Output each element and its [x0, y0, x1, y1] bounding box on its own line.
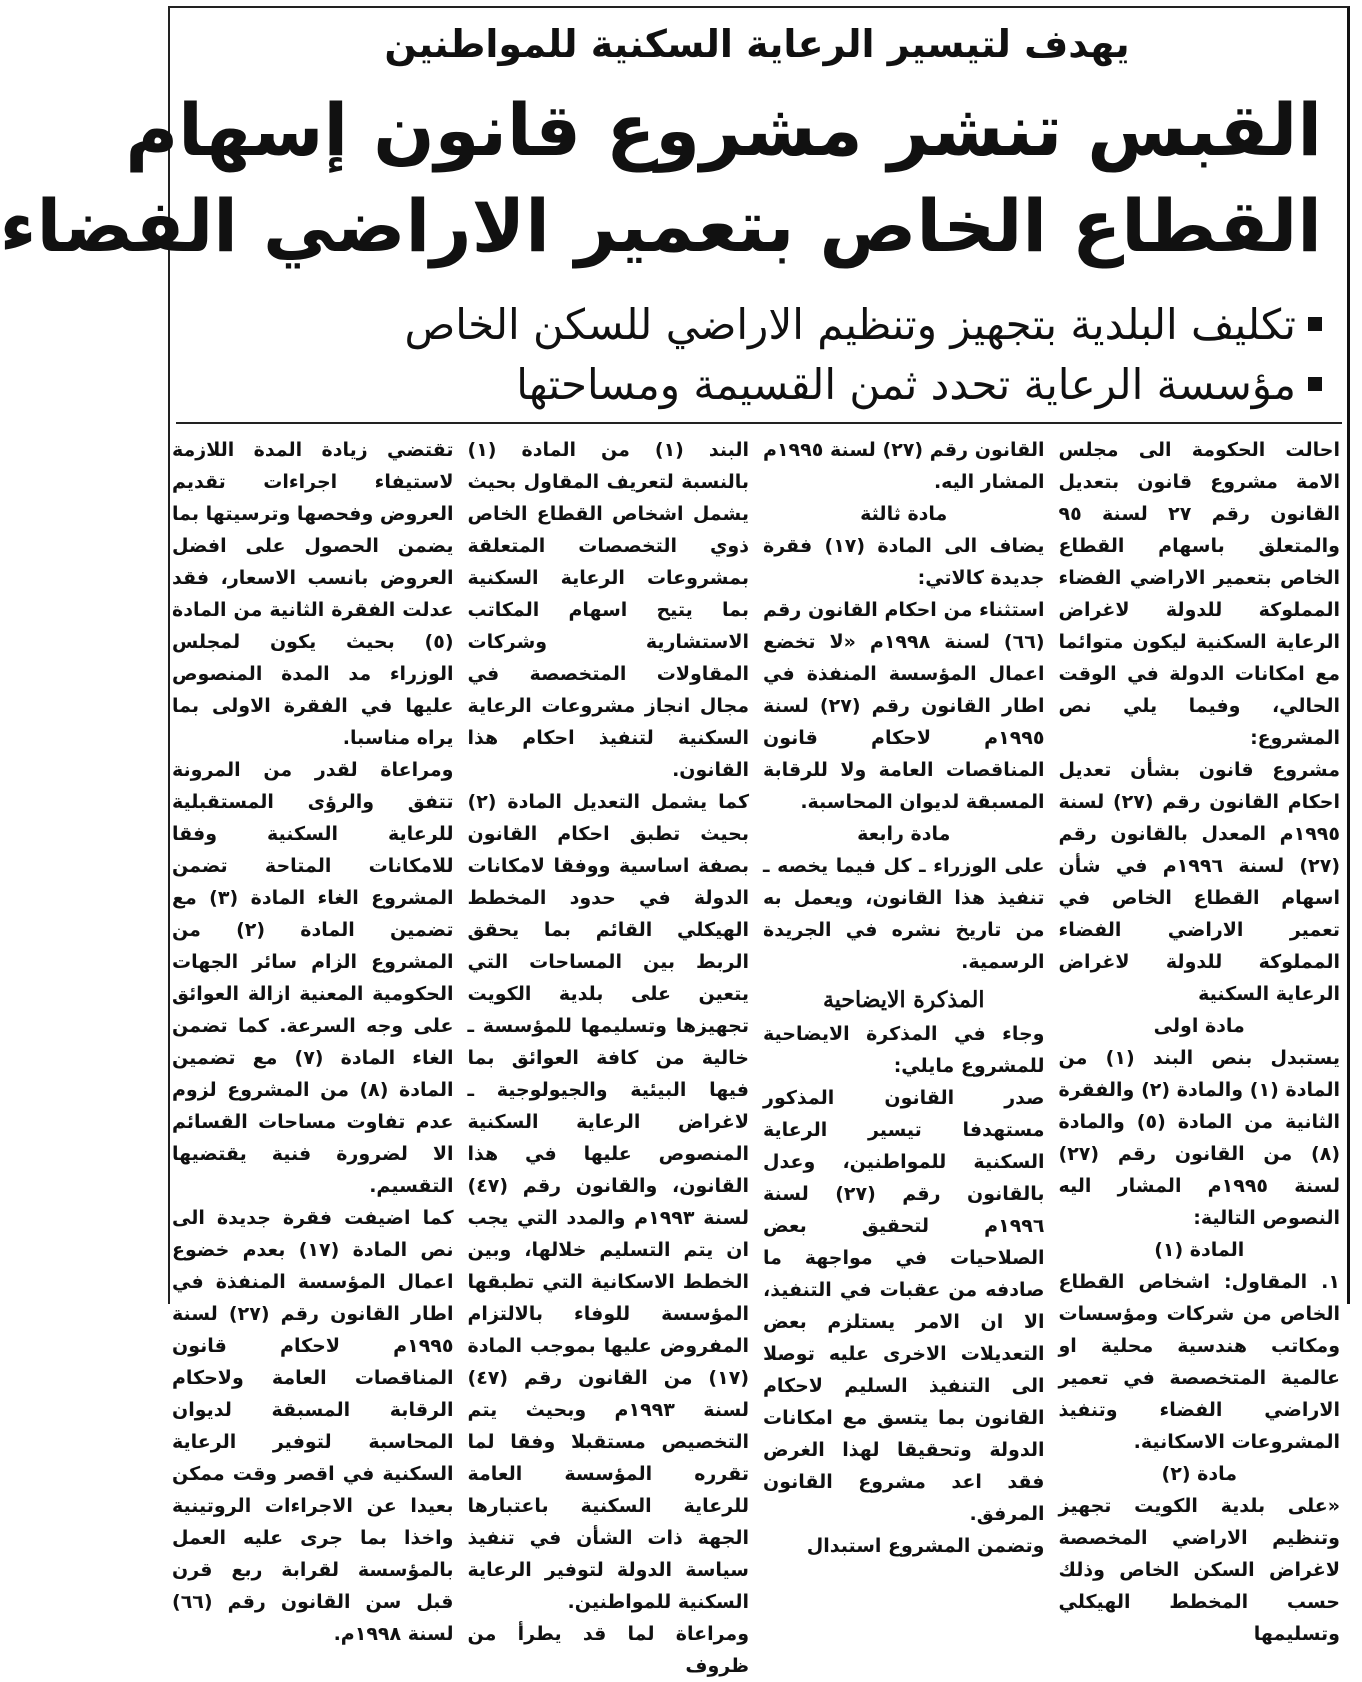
column-3	[467, 434, 750, 1677]
paragraph: تقتضي زيادة المدة اللازمة لاستيفاء اجراءات تقديم العروض وفحصها وترسيتها بما يضمن الحصول على افضل العروض بانسب الاسعار، فقد عدلت الفقرة الثانية من المادة (٥) بحيث يكون لمجلس الوزراء مد المدة المنصوص عليها في الفقرة الاولى بما يراه مناسبا.	[172, 439, 454, 749]
paragraph: وجاء في المذكرة الايضاحية للمشروع مايلي:	[763, 1023, 1045, 1077]
article-columns	[172, 434, 1341, 1677]
square-bullet-icon	[1308, 317, 1322, 331]
paragraph: احالت الحكومة الى مجلس الامة مشروع قانون بتعديل القانون رقم ٢٧ لسنة ٩٥ والمتعلق باسهام القطاع الخاص بتعمير الاراضي الفضاء المملوكة للدولة لاغراض الرعاية السكنية ليكون متوائما مع امكانات الدولة في الوقت الحالي، وفيما يلي نص المشروع:	[1058, 439, 1340, 749]
paragraph: مشروع قانون بشأن تعديل احكام القانون رقم (٢٧) لسنة ١٩٩٥م المعدل بالقانون رقم (٢٧) لسنة ١٩٩٦م في شأن اسهام القطاع الخاص في تعمير الاراضي الفضاء المملوكة للدولة لاغراض الرعاية السكنية	[1058, 759, 1341, 1005]
paragraph: مادة اولى	[1153, 1015, 1245, 1037]
divider	[176, 422, 1342, 424]
subhead-1-text: تكليف البلدية بتجهيز وتنظيم الاراضي للسكن الخاص	[404, 299, 1296, 349]
paragraph: ١. المقاول: اشخاص القطاع الخاص من شركات ومؤسسات ومكاتب هندسية محلية او عالمية المتخصصة في تعمير الاراضي الفضاء وتنفيذ المشروعات الاسكانية.	[1058, 1271, 1340, 1453]
subhead-1	[190, 296, 1322, 352]
column-4	[172, 434, 454, 1645]
paragraph: يضاف الى المادة (١٧) فقرة جديدة كالاتي:	[763, 535, 1045, 589]
paragraph: يستبدل بنص البند (١) من المادة (١) والمادة (٢) والفقرة الثانية من المادة (٥) والمادة (٨) من القانون رقم (٢٧) لسنة ١٩٩٥م المشار اليه النصوص التالية:	[1058, 1047, 1340, 1229]
paragraph: مادة (٢)	[1161, 1463, 1237, 1485]
paragraph: كما يشمل التعديل المادة (٢) بحيث تطبق احكام القانون بصفة اساسية ووفقا لامكانات الدولة في حدود المخطط الهيكلي القائم بما يحقق الربط بين المساحات التي يتعين على بلدية الكويت تجهيزها وتسليمها للمؤسسة ـ خالية من كافة العوائق بما فيها البيئية والجيولوجية ـ لاغراض الرعاية السكنية المنصوص عليها في هذا القانون، والقانون رقم (٤٧) لسنة ١٩٩٣م والمدد التي يجب ان يتم التسليم خلالها، وبين الخطط الاسكانية التي تطبقها المؤسسة للوفاء بالالتزام المفروض عليها بموجب المادة (١٧) من القانون رقم (٤٧) لسنة ١٩٩٣م وبحيث يتم التخصيص مستقبلا وفقا لما تقرره المؤسسة العامة للرعاية السكنية باعتبارها الجهة ذات الشأن في تنفيذ سياسة الدولة لتوفير الرعاية السكنية للمواطنين.	[467, 791, 749, 1613]
paragraph: القانون رقم (٢٧) لسنة ١٩٩٥م المشار اليه.	[763, 439, 1045, 493]
paragraph: ومراعاة لما قد يطرأ من ظروف	[467, 1623, 749, 1677]
column-2	[763, 434, 1045, 1557]
paragraph: ومراعاة لقدر من المرونة تتفق والرؤى المستقبلية للرعاية السكنية وفقا للامكانات المتاحة تضمن المشروع الغاء المادة (٣) مع تضمين المادة (٢) من المشروع الزام سائر الجهات الحكومية المعنية ازالة العوائق على وجه السرعة. كما تضمن الغاء المادة (٧) مع تضمين المادة (٨) من المشروع لزوم عدم تفاوت مساحات القسائم الا لضرورة فنية يقتضيها التقسيم.	[172, 759, 454, 1197]
paragraph: مادة رابعة	[857, 823, 951, 845]
paragraph: البند (١) من المادة (١) بالنسبة لتعريف المقاول بحيث يشمل اشخاص القطاع الخاص ذوي التخصصات المتعلقة بمشروعات الرعاية السكنية بما يتيح اسهام المكاتب الاستشارية وشركات المقاولات المتخصصة في مجال انجاز مشروعات الرعاية السكنية لتنفيذ احكام هذا القانون.	[467, 439, 750, 781]
paragraph: كما اضيفت فقرة جديدة الى نص المادة (١٧) بعدم خضوع اعمال المؤسسة المنفذة في اطار القانون رقم (٢٧) لسنة ١٩٩٥م لاحكام قانون المناقصات العامة ولاحكام الرقابة المسبقة لديوان المحاسبة لتوفير الرعاية السكنية في اقصر وقت ممكن بعيدا عن الاجراءات الروتينية واخذا بما جرى عليه العمل بالمؤسسة لقرابة ربع قرن قبل سن القانون رقم (٦٦) لسنة ١٩٩٨م.	[172, 1207, 454, 1645]
headline-line-2: القطاع الخاص بتعمير الاراضي الفضاء	[0, 184, 1322, 268]
section-heading: المذكرة الايضاحية	[823, 987, 985, 1013]
subhead-2-text: مؤسسة الرعاية تحدد ثمن القسيمة ومساحتها	[516, 359, 1296, 409]
paragraph: مادة ثالثة	[860, 503, 948, 525]
paragraph: المادة (١)	[1154, 1239, 1245, 1261]
paragraph: صدر القانون المذكور مستهدفا تيسير الرعاية السكنية للمواطنين، وعدل بالقانون رقم (٢٧) لسنة ١٩٩٦م لتحقيق بعض الصلاحيات في مواجهة ما صادفه من عقبات في التنفيذ، الا ان الامر يستلزم بعض التعديلات الاخرى عليه توصلا الى التنفيذ السليم لاحكام القانون بما يتسق مع امكانات الدولة وتحقيقا لهذا الغرض فقد اعد مشروع القانون المرفق.	[763, 1087, 1045, 1525]
paragraph: على الوزراء ـ كل فيما يخصه ـ تنفيذ هذا القانون، ويعمل به من تاريخ نشره في الجريدة الرسمية.	[763, 855, 1045, 973]
paragraph: وتضمن المشروع استبدال	[806, 1535, 1045, 1557]
square-bullet-icon	[1308, 377, 1322, 391]
column-1	[1058, 434, 1341, 1645]
headline-line-1: القبس تنشر مشروع قانون إسهام	[125, 88, 1322, 172]
kicker-line: يهدف لتيسير الرعاية السكنية للمواطنين	[384, 22, 1130, 66]
paragraph: «على بلدية الكويت تجهيز وتنظيم الاراضي المخصصة لاغراض السكن الخاص وذلك حسب المخطط الهيكلي وتسليمها	[1058, 1495, 1340, 1645]
subhead-2	[190, 356, 1322, 412]
paragraph: استثناء من احكام القانون رقم (٦٦) لسنة ١٩٩٨م «لا تخضع اعمال المؤسسة المنفذة في اطار القانون رقم (٢٧) لسنة ١٩٩٥م لاحكام قانون المناقصات العامة ولا للرقابة المسبقة لديوان المحاسبة.	[763, 599, 1045, 813]
